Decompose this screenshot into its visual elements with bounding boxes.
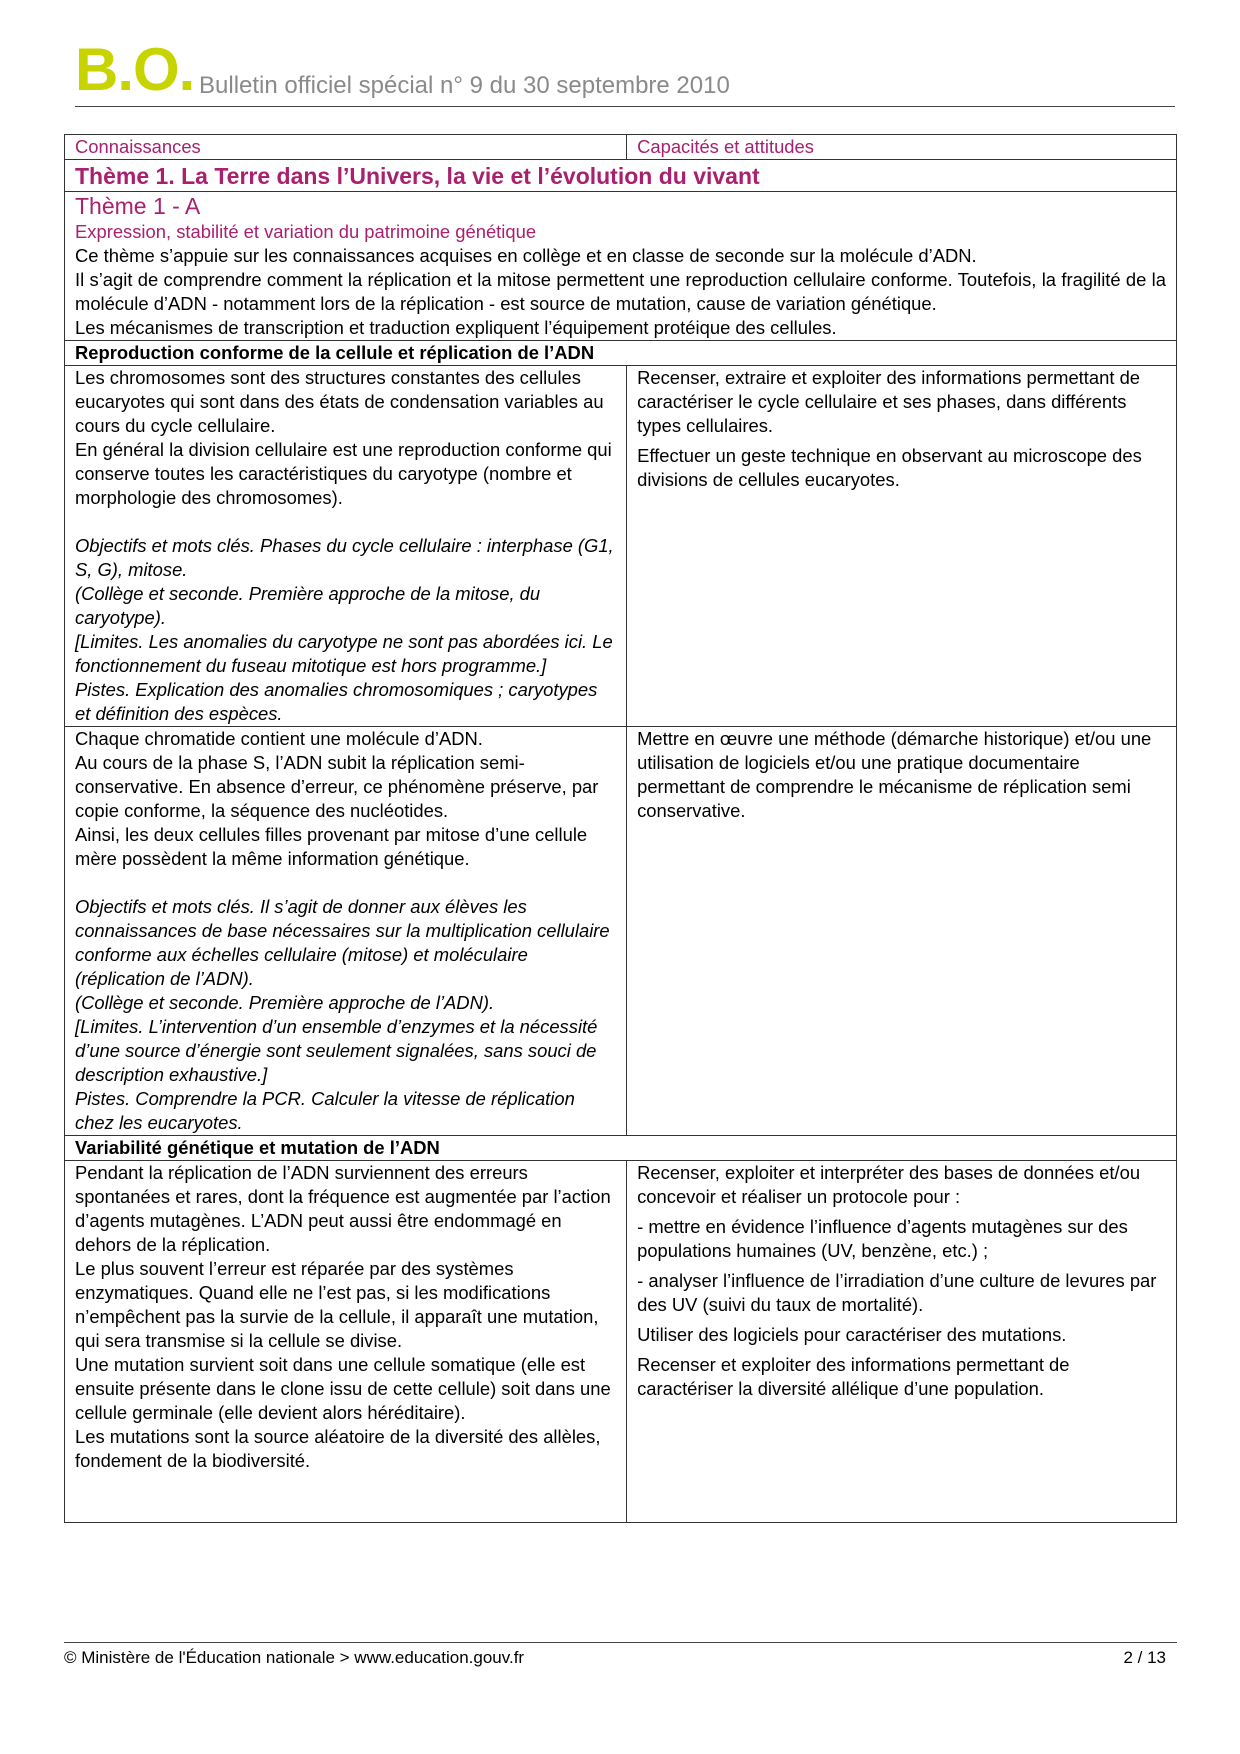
capacites-cell: [627, 1161, 1177, 1523]
connaissances-cell: [65, 1161, 627, 1523]
knowledge-paragraph: En général la division cellulaire est une reproduction conforme qui conserve toutes les caractéristiques du caryotype (nombre et morphologie des chromosomes).: [75, 439, 612, 508]
connaissances-cell: [65, 727, 627, 1136]
theme-intro-row: [65, 192, 1177, 341]
capacity-paragraph: Mettre en œuvre une méthode (démarche historique) et/ou une utilisation de logiciels et/ou une pratique documentaire permettant de comprendre le mécanisme de réplication semi conservative.: [637, 728, 1152, 821]
section-heading-variabilite: Variabilité génétique et mutation de l’ADN: [65, 1136, 1177, 1161]
content-row: [65, 727, 1177, 1136]
knowledge-paragraph: Les chromosomes sont des structures constantes des cellules eucaryotes qui sont dans des états de condensation variables au cours du cycle cellulaire.: [75, 367, 604, 436]
knowledge-paragraph: Une mutation survient soit dans une cellule somatique (elle est ensuite présente dans le clone issu de cette cellule) soit dans une cellule germinale (elle devient alors héréditaire).: [75, 1354, 611, 1423]
prior-knowledge-note: (Collège et seconde. Première approche de l’ADN).: [75, 992, 495, 1013]
bo-logo: B.O.: [75, 36, 195, 103]
capacites-cell: [627, 727, 1177, 1136]
bulletin-title: Bulletin officiel spécial n° 9 du 30 septembre 2010: [199, 72, 730, 99]
section-heading-reproduction: Reproduction conforme de la cellule et réplication de l’ADN: [65, 341, 1177, 366]
capacity-paragraph: Recenser, extraire et exploiter des informations permettant de caractériser le cycle cellulaire et ses phases, dans différents types cellulaires.: [637, 367, 1141, 436]
capacity-paragraph: - analyser l’influence de l’irradiation d’une culture de levures par des UV (suivi du taux de mortalité).: [637, 1270, 1157, 1315]
capacity-paragraph: Effectuer un geste technique en observant au microscope des divisions de cellules eucaryotes.: [637, 445, 1142, 490]
page-number: 2 / 13: [1123, 1648, 1166, 1667]
theme-intro-cell: [65, 192, 1177, 341]
limits-note: [Limites. Les anomalies du caryotype ne sont pas abordées ici. Le fonctionnement du fuseau mitotique est hors programme.]: [75, 631, 613, 676]
prior-knowledge-note: (Collège et seconde. Première approche de la mitose, du caryotype).: [75, 583, 541, 628]
capacites-cell: [627, 366, 1177, 727]
capacity-paragraph: - mettre en évidence l’influence d’agents mutagènes sur des populations humaines (UV, benzène, etc.) ;: [637, 1216, 1128, 1261]
content-row: [65, 1161, 1177, 1523]
capacity-paragraph: Recenser, exploiter et interpréter des bases de données et/ou concevoir et réaliser un protocole pour :: [637, 1162, 1141, 1207]
pistes-note: Pistes. Comprendre la PCR. Calculer la vitesse de réplication chez les eucaryotes.: [75, 1088, 575, 1133]
objectives-paragraph: Objectifs et mots clés. Phases du cycle cellulaire : interphase (G1, S, G), mitose.: [75, 535, 614, 580]
footer-divider: [64, 1642, 1177, 1643]
capacity-paragraph: Recenser et exploiter des informations permettant de caractériser la diversité allélique d’une population.: [637, 1354, 1070, 1399]
theme-title-row: [65, 160, 1177, 192]
theme-title: Thème 1. La Terre dans l’Univers, la vie et l’évolution du vivant: [65, 160, 1177, 192]
theme-expression: Expression, stabilité et variation du patrimoine génétique: [75, 221, 537, 242]
intro-paragraph: Ce thème s’appuie sur les connaissances acquises en collège et en classe de seconde sur la molécule d’ADN.: [75, 245, 977, 266]
theme-subtitle: Thème 1 - A: [75, 193, 201, 219]
content-row: [65, 366, 1177, 727]
section-heading-row: [65, 1136, 1177, 1161]
footer-copyright: © Ministère de l'Éducation nationale > www.education.gouv.fr: [64, 1648, 525, 1667]
pistes-note: Pistes. Explication des anomalies chromosomiques ; caryotypes et définition des espèces.: [75, 679, 598, 724]
connaissances-cell: [65, 366, 627, 727]
capacity-paragraph: Utiliser des logiciels pour caractériser des mutations.: [637, 1324, 1067, 1345]
knowledge-paragraph: Au cours de la phase S, l’ADN subit la réplication semi-conservative. En absence d’erreur, ce phénomène préserve, par copie conforme, la séquence des nucléotides.: [75, 752, 599, 821]
knowledge-paragraph: Le plus souvent l’erreur est réparée par des systèmes enzymatiques. Quand elle ne l’est pas, si les modifications n’empêchent pas la survie de la cellule, il apparaît une mutation, qui sera transmise si la cellule se divise.: [75, 1258, 599, 1351]
header-divider: [75, 106, 1175, 107]
column-header-row: [65, 135, 1177, 160]
objectives-paragraph: Objectifs et mots clés. Il s’agit de donner aux élèves les connaissances de base nécessaires sur la multiplication cellulaire conforme aux échelles cellulaire (mitose) et moléculaire (réplication de l’ADN).: [75, 896, 610, 989]
knowledge-paragraph: Chaque chromatide contient une molécule d’ADN.: [75, 728, 483, 749]
limits-note: [Limites. L’intervention d’un ensemble d’enzymes et la nécessité d’une source d’énergie sont seulement signalées, sans souci de description exhaustive.]: [75, 1016, 598, 1085]
intro-paragraph: Les mécanismes de transcription et traduction expliquent l’équipement protéique des cellules.: [75, 317, 837, 338]
program-table: [64, 134, 1177, 1523]
column-header-capacites: Capacités et attitudes: [627, 135, 1177, 160]
section-heading-row: [65, 341, 1177, 366]
intro-paragraph: Il s’agit de comprendre comment la réplication et la mitose permettent une reproduction cellulaire conforme. Toutefois, la fragilité de la molécule d’ADN - notamment lors de la réplication - est source de mutation, cause de variation génétique.: [75, 269, 1166, 314]
knowledge-paragraph: Ainsi, les deux cellules filles provenant par mitose d’une cellule mère possèdent la même information génétique.: [75, 824, 588, 869]
page-header: [75, 38, 1175, 106]
knowledge-paragraph: Pendant la réplication de l’ADN surviennent des erreurs spontanées et rares, dont la fréquence est augmentée par l’action d’agents mutagènes. L’ADN peut aussi être endommagé en dehors de la réplication.: [75, 1162, 611, 1255]
knowledge-paragraph: Les mutations sont la source aléatoire de la diversité des allèles, fondement de la biodiversité.: [75, 1426, 601, 1471]
column-header-connaissances: Connaissances: [65, 135, 627, 160]
